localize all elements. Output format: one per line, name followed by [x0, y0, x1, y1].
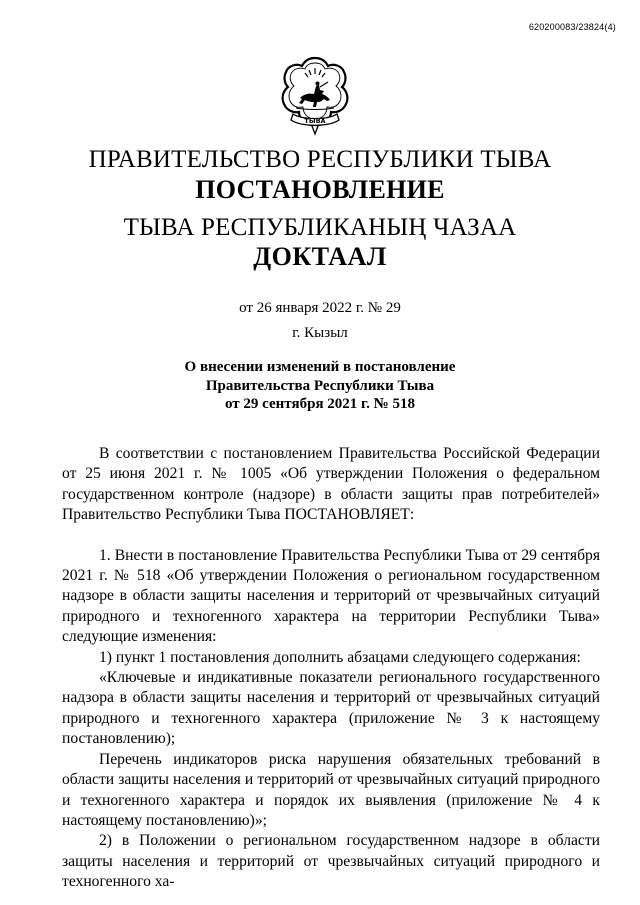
body-paragraph: 1. Внести в постановление Правительства Республики Тыва от 29 сентября 2021 г. № 518 «Об утверждении Положения о региональном государственном надзоре в области защиты населения и территорий от чрезвычайных ситуаций природного и техногенного характера на территории Республики Тыва» следующие изменения:: [62, 546, 600, 646]
government-name-tyv: ТЫВА РЕСПУБЛИКАНЫҢ ЧАЗАА: [123, 214, 517, 241]
decree-title: [0, 358, 640, 414]
document-number: 620200083/23824(4): [528, 22, 616, 32]
title-line: от 29 сентября 2021 г. № 518: [225, 396, 415, 412]
decree-heading-ru: ПОСТАНОВЛЕНИЕ: [195, 175, 445, 204]
tuva-coat-of-arms-icon: [276, 54, 354, 138]
decree-date: от 26 января 2022 г. № 29: [239, 300, 401, 316]
body-paragraph: 2) в Положении о региональном государственном надзоре в области защиты населения и территорий от чрезвычайных ситуаций природного и техногенного ха-: [62, 832, 600, 891]
body-paragraph: 1) пункт 1 постановления дополнить абзацами следующего содержания:: [99, 648, 581, 666]
title-line: Правительства Республики Тыва: [205, 377, 435, 394]
title-line: О внесении изменений в постановление: [184, 359, 456, 375]
government-name-ru: ПРАВИТЕЛЬСТВО РЕСПУБЛИКИ ТЫВА: [88, 146, 552, 173]
body-paragraph: В соответствии с постановлением Правительства Российской Федерации от 25 июня 2021 г. № 1005 «Об утверждении Положения о федеральном государственном контроле (надзоре) в области защиты прав потребителей» Правительство Республики Тыва ПОСТАНОВЛЯЕТ:: [62, 445, 600, 524]
city: г. Кызыл: [292, 325, 348, 341]
document-body: [62, 444, 600, 893]
svg-text:ТЫВА: ТЫВА: [304, 117, 326, 125]
body-paragraph: «Ключевые и индикативные показатели регионального государственного надзора в области защиты населения и территорий от чрезвычайных ситуаций природного и техногенного характера (приложение № 3 к настоящему постановлению);: [62, 669, 600, 748]
decree-heading-tyv: ДОКТААЛ: [253, 242, 387, 271]
body-paragraph: Перечень индикаторов риска нарушения обязательных требований в области защиты населения и территорий от чрезвычайных ситуаций природного и техногенного характера и порядок их выявления (приложение № 4 к настоящему постановлению)»;: [62, 750, 600, 829]
